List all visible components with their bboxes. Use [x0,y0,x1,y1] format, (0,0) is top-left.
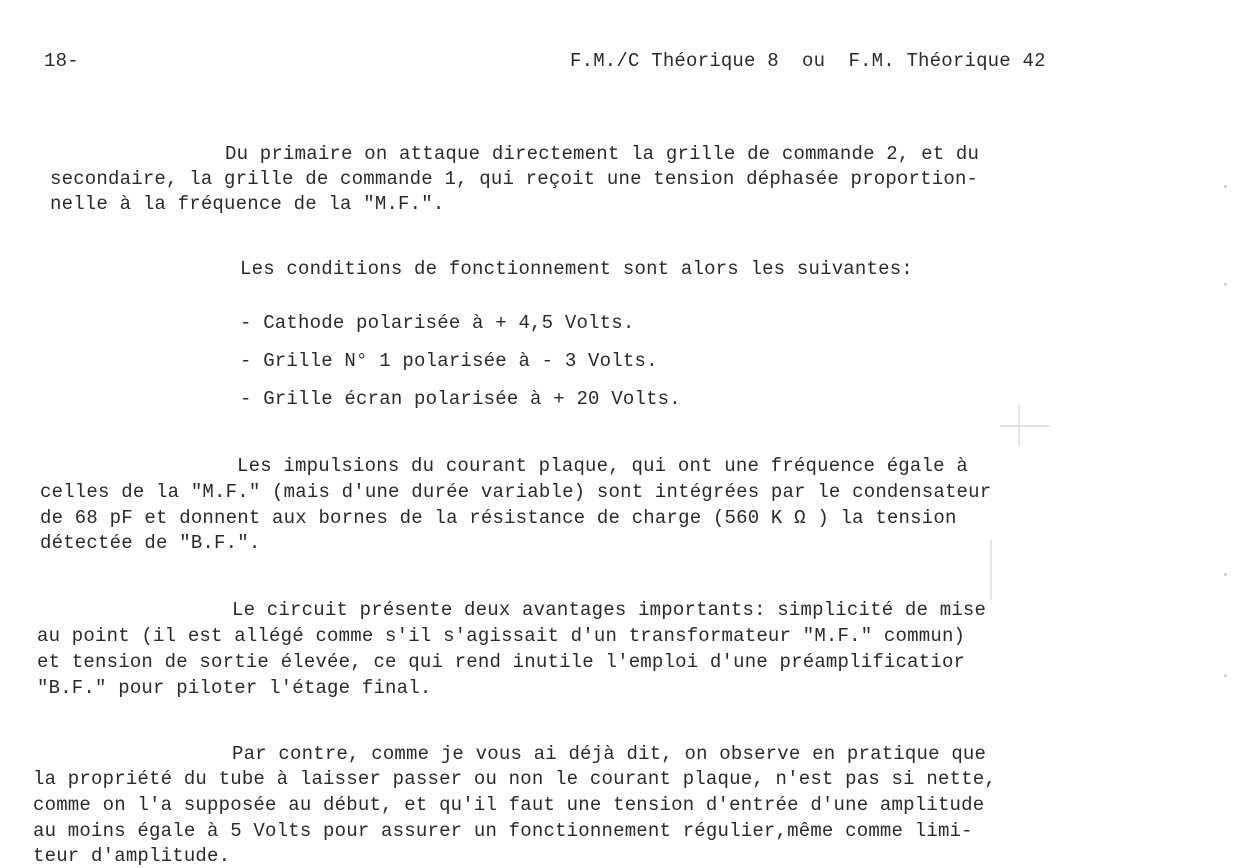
paragraph-line: nelle à la fréquence de la "M.F.". [50,193,445,215]
scan-speck [1224,283,1227,286]
scan-speck [1224,185,1227,188]
bleed-through-line [1018,405,1020,445]
list-item: - Cathode polarisée à + 4,5 Volts. [240,312,635,334]
bleed-through-line [1000,425,1050,427]
paragraph-line: "B.F." pour piloter l'étage final. [37,677,432,699]
paragraph-line: Du primaire on attaque directement la grille de commande 2, et du [225,143,980,165]
paragraph-line: détectée de "B.F.". [40,532,261,554]
list-item: - Grille écran polarisée à + 20 Volts. [240,388,681,410]
paragraph-line: au point (il est allégé comme s'il s'agissait d'un transformateur "M.F." commun) [37,625,966,647]
paragraph-line: Par contre, comme je vous ai déjà dit, on observe en pratique que [232,743,987,765]
paragraph-line: secondaire, la grille de commande 1, qui reçoit une tension déphasée proportion- [50,168,979,190]
paragraph-line: la propriété du tube à laisser passer ou non le courant plaque, n'est pas si nette, [33,768,996,790]
paragraph-line: Les impulsions du courant plaque, qui ont une fréquence égale à [237,455,968,477]
paragraph-line: celles de la "M.F." (mais d'une durée variable) sont intégrées par le condensateur [40,481,992,503]
paragraph-line: comme on l'a supposée au début, et qu'il faut une tension d'entrée d'une amplitude [33,794,985,816]
bleed-through-line [990,540,992,600]
list-item: - Grille N° 1 polarisée à - 3 Volts. [240,350,658,372]
scan-speck [1224,674,1227,677]
paragraph-line: de 68 pF et donnent aux bornes de la résistance de charge (560 K Ω ) la tension [40,507,957,529]
paragraph-line: Le circuit présente deux avantages importants: simplicité de mise [232,599,987,621]
page-number: 18- [44,50,79,72]
paragraph-line: teur d'amplitude. [33,845,231,867]
page-header-title: F.M./C Théorique 8 ou F.M. Théorique 42 [570,50,1046,72]
paragraph-line: et tension de sortie élevée, ce qui rend inutile l'emploi d'une préamplificatior [37,651,966,673]
paragraph-line: au moins égale à 5 Volts pour assurer un fonctionnement régulier,même comme limi- [33,820,973,842]
paragraph-line: Les conditions de fonctionnement sont alors les suivantes: [240,258,913,280]
scan-speck [1224,573,1227,576]
